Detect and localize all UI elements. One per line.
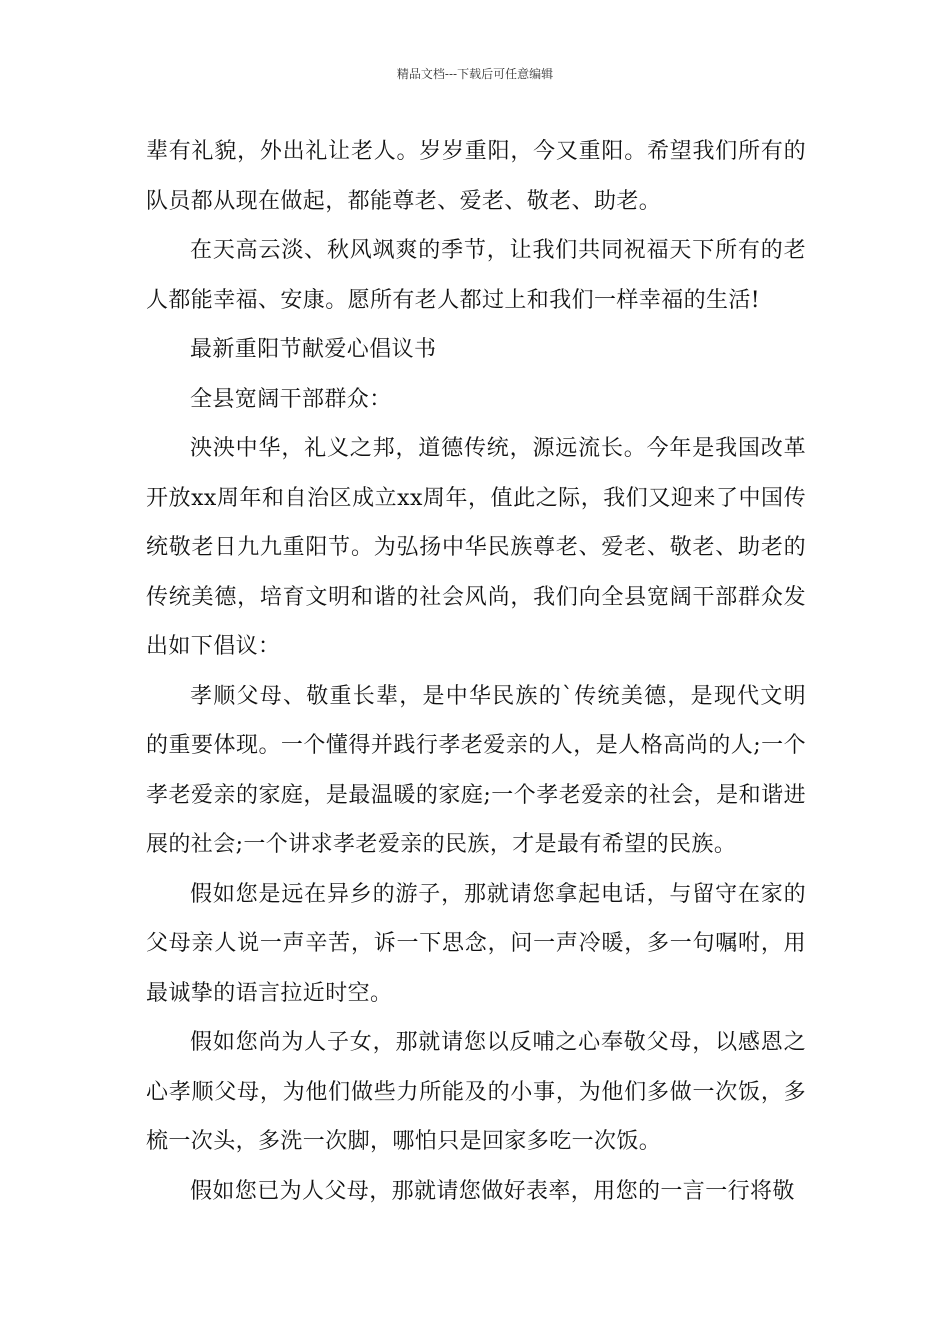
page-header: 精品文档---下载后可任意编辑	[396, 67, 554, 81]
paragraph-7: 假如您是远在异乡的游子，那就请您拿起电话，与留守在家的父母亲人说一声辛苦，诉一下思念，问一声冷暖，多一句嘱咐，用最诚挚的语言拉近时空。	[146, 881, 806, 1006]
paragraph-2: 在天高云淡、秋风飒爽的季节，让我们共同祝福天下所有的老人都能幸福、安康。愿所有老人都过上和我们一样幸福的生活!	[146, 238, 806, 313]
paragraph-6: 孝顺父母、敬重长辈，是中华民族的`传统美德，是现代文明的重要体现。一个懂得并践行孝老爱亲的人，是人格高尚的人;一个孝老爱亲的家庭，是最温暖的家庭;一个孝老爱亲的社会，是和谐进展的社会;一个讲求孝老爱亲的民族，才是最有希望的民族。	[146, 683, 806, 857]
paragraph-1: 辈有礼貌，外出礼让老人。岁岁重阳，今又重阳。希望我们所有的队员都从现在做起，都能尊老、爱老、敬老、助老。	[146, 139, 806, 214]
paragraph-8: 假如您尚为人子女，那就请您以反哺之心奉敬父母，以感恩之心孝顺父母，为他们做些力所能及的小事，为他们多做一次饭，多梳一次头，多洗一次脚，哪怕只是回家多吃一次饭。	[146, 1030, 806, 1154]
document-title: 最新重阳节献爱心倡议书	[190, 337, 437, 362]
paragraph-9: 假如您已为人父母，那就请您做好表率，用您的一言一行将敬	[190, 1178, 795, 1204]
salutation: 全县宽阔干部群众：	[190, 386, 392, 412]
paragraph-5: 泱泱中华，礼义之邦，道德传统，源远流长。今年是我国改革开放xx周年和自治区成立xx周年，值此之际，我们又迎来了中国传统敬老日九九重阳节。为弘扬中华民族尊老、爱老、敬老、助老的传统美德，培育文明和谐的社会风尚，我们向全县宽阔干部群众发出如下倡议：	[146, 436, 806, 659]
document-body	[146, 127, 806, 1216]
